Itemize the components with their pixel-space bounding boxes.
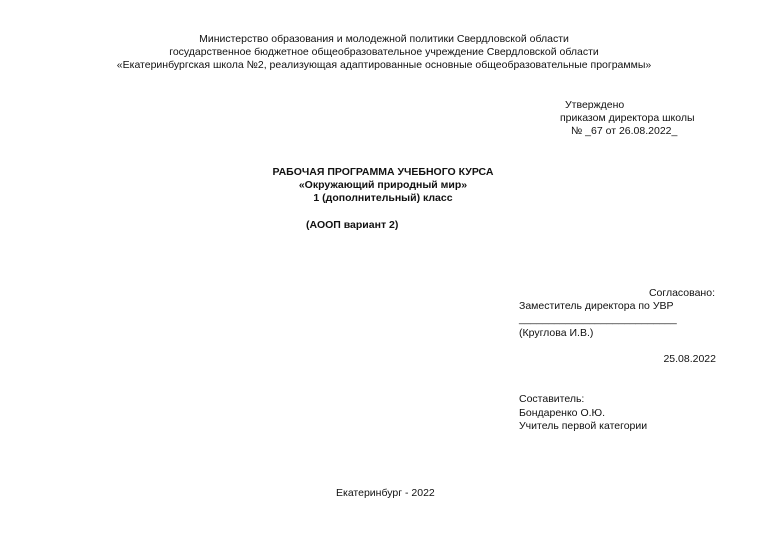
agreement-name: (Круглова И.В.) (519, 327, 594, 339)
approval-heading: Утверждено (565, 99, 625, 111)
agreement-heading: Согласовано: (648, 287, 715, 299)
approval-order: приказом директора школы (560, 112, 695, 124)
header-institution: государственное бюджетное общеобразовательное учреждение Свердловской области (169, 46, 599, 58)
author-heading: Составитель: (519, 393, 585, 405)
author-position: Учитель первой категории (519, 420, 648, 432)
program-title: РАБОЧАЯ ПРОГРАММА УЧЕБНОГО КУРСА (272, 166, 494, 178)
agreement-date: 25.08.2022 (663, 353, 716, 365)
program-variant: (АООП вариант 2) (306, 219, 399, 231)
signature-line: ___________________________ (519, 313, 677, 325)
approval-number-date: № _67 от 26.08.2022_ (571, 125, 678, 137)
class-level: 1 (дополнительный) класс (313, 192, 453, 204)
author-name: Бондаренко О.Ю. (519, 407, 606, 419)
header-ministry: Министерство образования и молодежной политики Свердловской области (199, 33, 569, 45)
header-school-name: «Екатеринбургская школа №2, реализующая адаптированные основные общеобразовательные программы» (116, 59, 652, 71)
agreement-position: Заместитель директора по УВР (519, 300, 674, 312)
course-name: «Окружающий природный мир» (298, 179, 468, 191)
footer-city-year: Екатеринбург - 2022 (336, 487, 435, 499)
